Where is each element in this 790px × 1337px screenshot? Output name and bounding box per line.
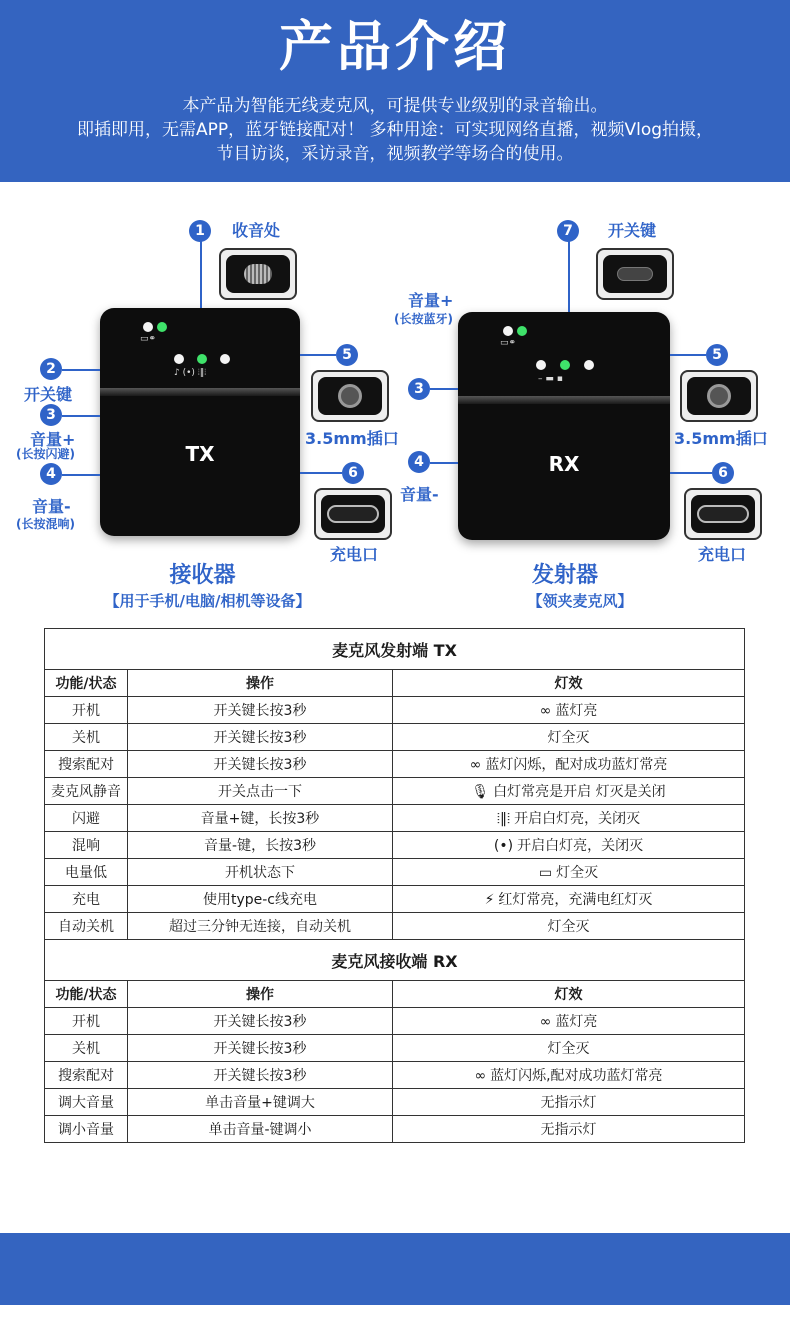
callout-label: 音量- <box>32 497 71 516</box>
operation-cell: 超过三分钟无连接，自动关机 <box>128 913 393 940</box>
callout-line <box>62 415 100 417</box>
callout-number: 7 <box>557 220 579 242</box>
callout-number: 4 <box>40 463 62 485</box>
battery-link-icon: ▭⚭ <box>140 334 157 344</box>
column-header: 操作 <box>128 670 393 697</box>
column-header: 功能/状态 <box>45 670 128 697</box>
effect-text: 灯全灭 <box>547 1041 590 1057</box>
usb-c-closeup <box>684 488 762 540</box>
switch-closeup <box>596 248 674 300</box>
operation-cell: 音量+键，长按3秒 <box>128 805 393 832</box>
callout-label: 音量+ <box>30 430 76 449</box>
function-cell: 充电 <box>45 886 128 913</box>
effect-cell <box>393 1008 745 1035</box>
intro-text <box>0 94 790 166</box>
effect-cell <box>393 697 745 724</box>
function-cell: 电量低 <box>45 859 128 886</box>
status-icon: ∞ <box>474 1068 487 1084</box>
effect-cell <box>393 1089 745 1116</box>
effect-cell <box>393 778 745 805</box>
device-band <box>100 388 300 396</box>
callout-number: 5 <box>336 344 358 366</box>
callout-line <box>670 354 706 356</box>
callout-number: 4 <box>408 451 430 473</box>
operation-cell: 开关键长按3秒 <box>128 1035 393 1062</box>
device-label: RX <box>548 452 580 476</box>
status-icon: ⦙‖⦙ <box>496 811 511 827</box>
callout-label: 充电口 <box>330 545 379 564</box>
led-symbols-icon: – ▬ ▪ <box>538 374 563 384</box>
function-cell: 混响 <box>45 832 128 859</box>
function-cell: 调大音量 <box>45 1089 128 1116</box>
jack-closeup <box>311 370 389 422</box>
mic-closeup <box>219 248 297 300</box>
table-row <box>45 697 745 724</box>
function-cell: 调小音量 <box>45 1116 128 1143</box>
callout-line <box>62 474 100 476</box>
usb-c-icon <box>327 505 379 523</box>
effect-cell <box>393 1116 745 1143</box>
callout-note: (长按蓝牙) <box>394 312 453 326</box>
led-indicator <box>536 360 546 370</box>
operation-cell: 开机状态下 <box>128 859 393 886</box>
effect-text: 白灯常亮是开启 灯灭是关闭 <box>493 784 666 800</box>
callout-line <box>300 472 342 474</box>
device-band <box>458 396 670 404</box>
callout-label: 开关键 <box>24 385 73 404</box>
operation-cell: 开关键长按3秒 <box>128 1062 393 1089</box>
function-cell: 闪避 <box>45 805 128 832</box>
device-label: TX <box>185 442 215 466</box>
led-indicator <box>560 360 570 370</box>
column-header: 灯效 <box>393 981 745 1008</box>
led-indicator <box>584 360 594 370</box>
led-indicator <box>517 326 527 336</box>
callout-line <box>568 230 570 312</box>
effect-cell <box>393 751 745 778</box>
operation-cell: 单击音量+键调大 <box>128 1089 393 1116</box>
effect-text: 无指示灯 <box>540 1095 597 1111</box>
callout-number: 1 <box>189 220 211 242</box>
function-cell: 开机 <box>45 697 128 724</box>
table-row <box>45 886 745 913</box>
jack-closeup <box>680 370 758 422</box>
callout-label: 收音处 <box>232 221 281 240</box>
table-row <box>45 751 745 778</box>
status-icon: (•) <box>493 838 514 854</box>
table-row <box>45 724 745 751</box>
effect-text: 灯全灭 <box>547 730 590 746</box>
tx-device <box>100 308 300 536</box>
led-indicator <box>503 326 513 336</box>
right-device-desc: 【领夹麦克风】 <box>527 592 633 610</box>
effect-text: 蓝灯亮 <box>555 1014 598 1030</box>
table-row <box>45 778 745 805</box>
led-symbols-icon: ♪ (•) ⦙‖⦙ <box>174 368 207 378</box>
function-cell: 搜索配对 <box>45 1062 128 1089</box>
product-diagram <box>0 182 790 620</box>
callout-number: 6 <box>342 462 364 484</box>
function-cell: 麦克风静音 <box>45 778 128 805</box>
function-table <box>44 628 745 1143</box>
intro-line: 即插即用，无需APP，蓝牙链接配对！ 多种用途：可实现网络直播，视频Vlog拍摄， <box>76 120 714 140</box>
function-cell: 关机 <box>45 1035 128 1062</box>
effect-cell <box>393 805 745 832</box>
operation-cell: 音量-键，长按3秒 <box>128 832 393 859</box>
operation-cell: 开关键长按3秒 <box>128 1008 393 1035</box>
effect-text: 蓝灯亮 <box>555 703 598 719</box>
effect-cell <box>393 1035 745 1062</box>
table-row <box>45 913 745 940</box>
effect-text: 灯全灭 <box>556 865 599 881</box>
function-cell: 关机 <box>45 724 128 751</box>
table-row <box>45 1008 745 1035</box>
rx-table-title: 麦克风接收端 RX <box>45 940 745 981</box>
callout-line <box>62 369 100 371</box>
effect-cell <box>393 1062 745 1089</box>
callout-note: (长按混响) <box>16 517 75 531</box>
column-header: 灯效 <box>393 670 745 697</box>
table-row <box>45 805 745 832</box>
effect-cell <box>393 724 745 751</box>
column-header: 功能/状态 <box>45 981 128 1008</box>
usb-c-icon <box>697 505 749 523</box>
effect-text: 无指示灯 <box>540 1122 597 1138</box>
callout-number: 3 <box>40 404 62 426</box>
effect-cell <box>393 886 745 913</box>
operation-cell: 使用type-c线充电 <box>128 886 393 913</box>
operation-cell: 单击音量-键调小 <box>128 1116 393 1143</box>
table-row <box>45 1089 745 1116</box>
rx-table-body <box>45 1008 745 1143</box>
effect-cell <box>393 832 745 859</box>
callout-line <box>300 354 336 356</box>
left-device-desc: 【用于手机/电脑/相机等设备】 <box>104 592 311 610</box>
table-row <box>45 1035 745 1062</box>
effect-text: 灯全灭 <box>547 919 590 935</box>
callout-label: 充电口 <box>698 545 747 564</box>
power-key-icon <box>617 267 653 281</box>
function-cell: 开机 <box>45 1008 128 1035</box>
table-row <box>45 1062 745 1089</box>
status-icon: ∞ <box>469 757 482 773</box>
operation-cell: 开关键长按3秒 <box>128 724 393 751</box>
operation-cell: 开关键长按3秒 <box>128 751 393 778</box>
jack-icon <box>707 384 731 408</box>
callout-number: 6 <box>712 462 734 484</box>
callout-label: 音量- <box>400 485 439 504</box>
callout-label: 开关键 <box>608 221 657 240</box>
led-indicator <box>197 354 207 364</box>
led-indicator <box>157 322 167 332</box>
operation-cell: 开关点击一下 <box>128 778 393 805</box>
effect-text: 蓝灯闪烁，配对成功蓝灯常亮 <box>485 757 668 773</box>
intro-line: 本产品为智能无线麦克风，可提供专业级别的录音输出。 <box>182 96 608 116</box>
led-indicator <box>174 354 184 364</box>
intro-line: 节目访谈，采访录音，视频教学等场合的使用。 <box>216 144 574 164</box>
effect-cell <box>393 859 745 886</box>
table-row <box>45 1116 745 1143</box>
jack-icon <box>338 384 362 408</box>
callout-line <box>430 388 458 390</box>
callout-number: 5 <box>706 344 728 366</box>
function-cell: 搜索配对 <box>45 751 128 778</box>
status-icon: ∞ <box>539 1014 552 1030</box>
callout-number: 2 <box>40 358 62 380</box>
callout-number: 3 <box>408 378 430 400</box>
status-icon: ∞ <box>539 703 552 719</box>
effect-text: 开启白灯亮，关闭灭 <box>514 811 641 827</box>
callout-line <box>670 472 712 474</box>
effect-text: 开启白灯亮，关闭灭 <box>517 838 644 854</box>
footer-banner <box>0 1233 790 1305</box>
battery-link-icon: ▭⚭ <box>500 338 517 348</box>
column-header: 操作 <box>128 981 393 1008</box>
callout-label: 3.5mm插口 <box>674 429 768 448</box>
usb-c-closeup <box>314 488 392 540</box>
right-device-title: 发射器 <box>531 563 598 588</box>
table-row <box>45 859 745 886</box>
status-icon: ⚡ <box>484 892 495 908</box>
status-icon: ▭ <box>538 865 553 881</box>
left-device-title: 接收器 <box>169 563 236 588</box>
table-row <box>45 832 745 859</box>
callout-line <box>430 462 458 464</box>
led-indicator <box>220 354 230 364</box>
page-title: 产品介绍 <box>279 15 511 78</box>
callout-label: 3.5mm插口 <box>305 429 399 448</box>
tx-table-title: 麦克风发射端 TX <box>45 629 745 670</box>
effect-text: 红灯常亮，充满电红灯灭 <box>498 892 653 908</box>
mic-grill-icon <box>244 264 272 284</box>
header-banner <box>0 0 790 182</box>
effect-text: 蓝灯闪烁,配对成功蓝灯常亮 <box>490 1068 663 1084</box>
callout-note: (长按闪避) <box>16 447 75 461</box>
tx-table-body <box>45 697 745 940</box>
operation-cell: 开关键长按3秒 <box>128 697 393 724</box>
status-icon: 🎙 <box>471 784 490 800</box>
callout-label: 音量+ <box>408 291 454 310</box>
led-indicator <box>143 322 153 332</box>
rx-device <box>458 312 670 540</box>
function-cell: 自动关机 <box>45 913 128 940</box>
effect-cell <box>393 913 745 940</box>
